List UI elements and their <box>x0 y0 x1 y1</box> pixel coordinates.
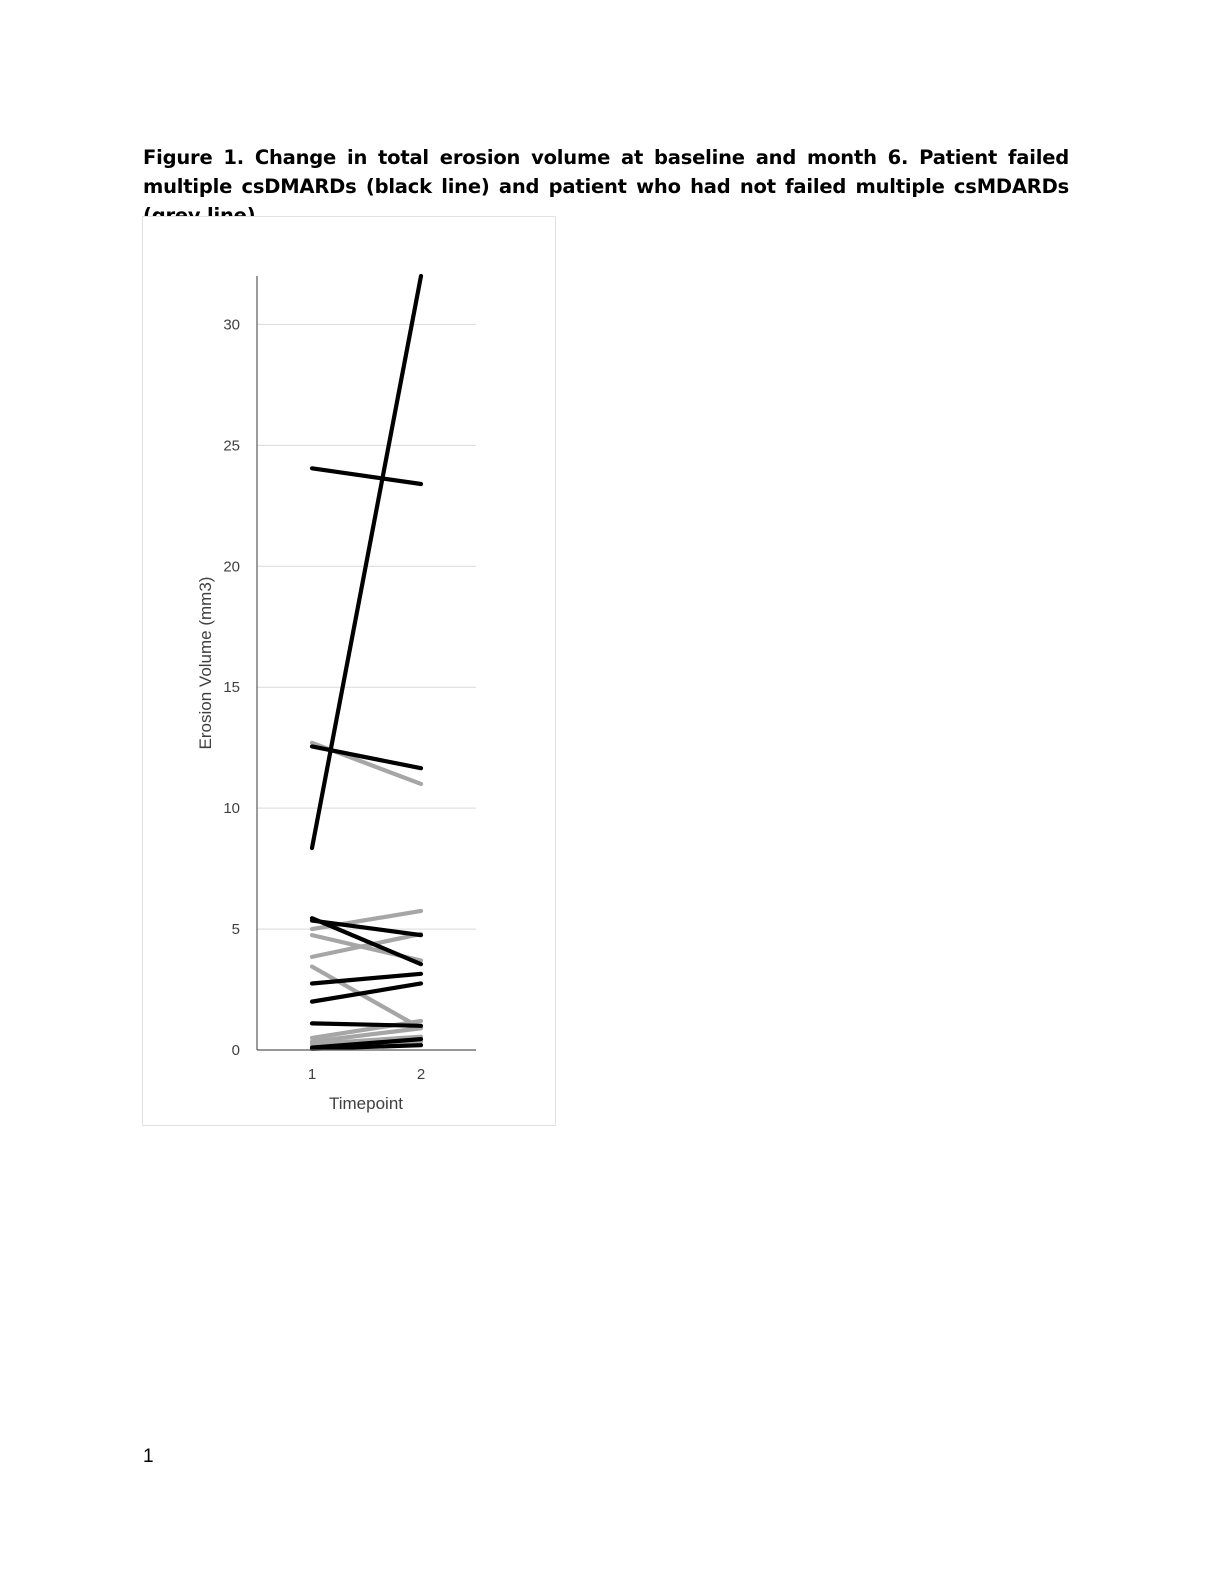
gridlines <box>257 324 476 929</box>
failed_multiple_csDMARDs-line-2 <box>312 468 421 484</box>
axes <box>223 276 476 1083</box>
y-axis-title: Erosion Volume (mm3) <box>196 576 215 750</box>
y-tick-label-25: 25 <box>223 437 240 455</box>
y-tick-label-15: 15 <box>223 679 240 697</box>
x-tick-label-1: 1 <box>307 1066 317 1083</box>
series-lines <box>312 276 421 1049</box>
failed_multiple_csDMARDs-line-4 <box>312 918 421 964</box>
y-tick-label-30: 30 <box>223 316 240 334</box>
y-tick-label-5: 5 <box>231 921 240 939</box>
failed_multiple_csDMARDs-line-8 <box>312 1023 421 1025</box>
page-number: 1 <box>143 1446 154 1467</box>
y-tick-label-0: 0 <box>231 1042 240 1059</box>
y-tick-label-20: 20 <box>223 558 240 576</box>
erosion-volume-chart <box>143 217 555 1125</box>
x-tick-label-2: 2 <box>416 1066 426 1083</box>
chart-frame <box>142 216 556 1126</box>
figure-caption: Figure 1. Change in total erosion volume at baseline and month 6. Patient failed multiple csDMARDs (black line) and patient who had not failed multiple csMDARDs <box>143 146 1069 198</box>
y-tick-label-10: 10 <box>223 800 240 818</box>
x-axis-title: Timepoint <box>328 1094 404 1113</box>
